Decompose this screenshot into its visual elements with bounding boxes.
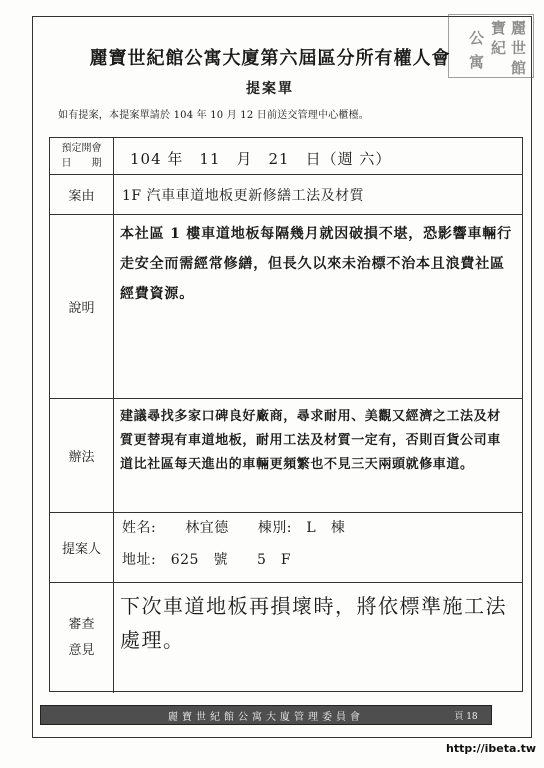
review-label-line1: 審查: [68, 617, 95, 632]
meeting-date-value: 104 年 11 月 21 日（週 六）: [130, 150, 392, 168]
review-value: 下次車道地板再損壞時，將依標準施工法處理。: [120, 594, 507, 652]
case-value: 1F 汽車車道地板更新修繕工法及材質: [122, 188, 365, 204]
meeting-date-label-line1: 預定開會: [61, 143, 102, 154]
method-cell: [114, 399, 522, 512]
review-label-line2: 意見: [68, 643, 95, 658]
meeting-date-label: [50, 138, 114, 174]
stamp-char: 紀: [491, 39, 507, 57]
stamp-char: 寶: [491, 19, 507, 37]
explanation-cell: [114, 215, 522, 398]
row-method: [50, 398, 522, 512]
stamp-char: 館: [511, 59, 527, 77]
proposer-address: 地址: 625 號 5 F: [122, 552, 292, 568]
row-explanation: [50, 214, 522, 398]
row-meeting-date: [50, 138, 522, 174]
stamp-char: 世: [511, 39, 527, 57]
case-cell: [114, 175, 522, 214]
review-label: [50, 583, 114, 693]
review-cell: [114, 583, 522, 693]
document-subtitle: 提案單: [246, 81, 294, 97]
source-watermark: http://ibeta.tw: [446, 742, 537, 755]
footer-page-number: 頁 18: [454, 711, 478, 722]
stamp-char: 麗: [511, 19, 527, 37]
proposer-name: 姓名: 林宜德 棟別: L 棟: [122, 520, 346, 536]
proposer-cell: [114, 513, 522, 582]
explanation-label: 說明: [50, 215, 114, 398]
document-title: 麗寶世紀館公寓大廈第六屆區分所有權人會: [89, 48, 451, 69]
method-value: 建議尋找多家口碑良好廠商，尋求耐用、美觀又經濟之工法及材質更替現有車道地板，耐用工法及材質一定有，否則百貨公司車道比社區每天進出的車輛更頻繁也不見三天兩頭就修車道。: [120, 409, 501, 472]
meeting-date-label-line2: 日 期: [61, 158, 102, 169]
method-label: 辦法: [50, 399, 114, 512]
meeting-date-cell: [114, 138, 522, 174]
footer-committee-bar: [40, 705, 492, 725]
explanation-value: 本社區 1 樓車道地板每隔幾月就因破損不堪，恐影響車輛行走安全而需經常修繕，但長久以來未治標不治本且浪費社區經費資源。: [120, 226, 512, 302]
row-proposer: [50, 512, 522, 582]
stamp-char: 公: [469, 29, 485, 47]
case-label: 案由: [50, 175, 114, 214]
seal-stamp: [448, 14, 534, 78]
stamp-char: 寓: [469, 53, 485, 71]
row-review: [50, 582, 522, 693]
proposer-label: 提案人: [50, 513, 114, 582]
footer-committee-name: 麗寶世紀館公寓大廈管理委員會: [168, 711, 364, 723]
row-case: [50, 174, 522, 214]
proposal-form-table: [49, 137, 523, 692]
submission-notice: 如有提案，本提案單請於 104 年 10 月 12 日前送交管理中心櫃檯。: [58, 110, 370, 121]
